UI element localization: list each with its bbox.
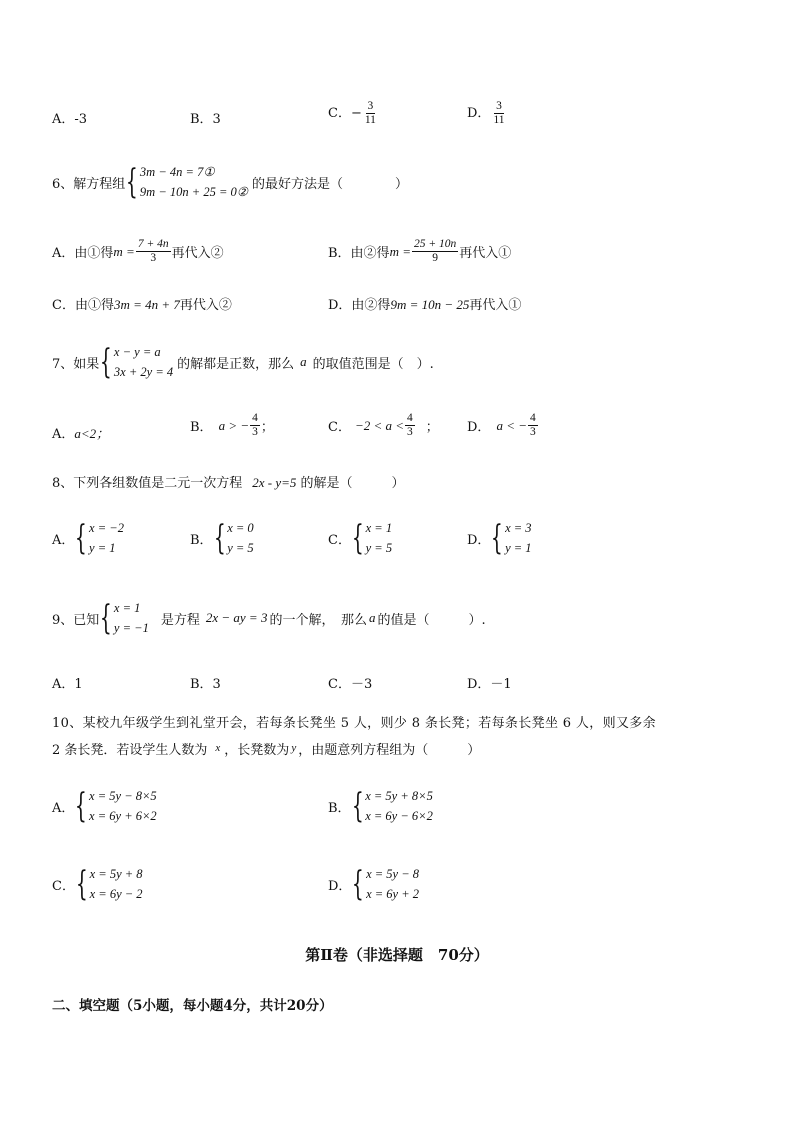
- q9-option-c: C．－3: [328, 677, 373, 692]
- section-fill-in-blank-heading: 二、填空题（5小题，每小题4分，共计20分）: [52, 998, 333, 1014]
- part2-title: 第Ⅱ卷（非选择题 70分）: [305, 946, 489, 964]
- q6-option-b-post: 再代入①: [459, 246, 512, 261]
- q9-option-b: B．3: [190, 677, 221, 692]
- q9-stem: 9、已知 { x = 1 y = −1 是方程 2x − ay = 3 的一个解， 那么 a 的值是（ ）.: [52, 598, 486, 638]
- q7-eq2: 3x + 2y = 4: [113, 365, 174, 379]
- q9-equation: 2x − ay = 3: [205, 610, 268, 625]
- q6-option-b: [328, 238, 511, 265]
- q8-option-b: B． { x = 0 y = 5: [190, 518, 254, 558]
- q5-option-a: A．-3: [52, 112, 88, 127]
- q6-option-c: C．由①得3m = 4n + 7再代入②: [52, 297, 232, 313]
- q6-prefix: 6、解方程组: [52, 176, 126, 192]
- q5-option-b: B．3: [190, 112, 221, 127]
- q6-option-a-fraction: $\frac{7 + 4n}{3}$: [137, 238, 169, 264]
- q7-var: a: [300, 354, 307, 369]
- q7-option-a: A．a<2；: [52, 426, 110, 442]
- q7-option-d: D． a < − $\frac{4}{3}$: [467, 412, 536, 438]
- q7-eq1: x − y = a: [113, 345, 161, 359]
- q5-option-d-fraction: $\frac{3}{11}$: [493, 100, 505, 126]
- q10-option-b: B． { x = 5y + 8×5 x = 6y − 6×2: [328, 786, 433, 826]
- q9-option-d: D．－1: [467, 677, 512, 692]
- q5-option-c-label: C．−: [328, 106, 362, 121]
- q6-option-a-lhs: m =: [113, 243, 135, 259]
- q10-option-a: A． { x = 5y − 8×5 x = 6y + 6×2: [52, 786, 157, 826]
- q9-solution-system: { x = 1 y = −1: [100, 598, 149, 638]
- q10-option-c: C． { x = 5y + 8 x = 6y − 2: [52, 864, 143, 904]
- q10-option-d: D． { x = 5y − 8 x = 6y + 2: [328, 864, 420, 904]
- q6-stem: [52, 162, 408, 202]
- q7-prefix: 7、如果: [52, 356, 100, 372]
- q6-suffix: 的最好方法是（ ）: [251, 176, 408, 192]
- q5-option-d: [467, 100, 508, 127]
- q7-suffix: 的解都是正数，那么: [177, 356, 295, 372]
- q6-option-b-text: B．由②得: [328, 246, 390, 261]
- q9-option-a: A．1: [52, 677, 83, 692]
- q8-option-a: A． { x = −2 y = 1: [52, 518, 124, 558]
- q5-option-c-fraction: $\frac{3}{11}$: [364, 100, 376, 126]
- q8-option-d: D． { x = 3 y = 1: [467, 518, 532, 558]
- q6-option-b-fraction: $\frac{25 + 10n}{9}$: [413, 238, 457, 264]
- q5-option-d-label: D．: [467, 106, 491, 121]
- q5-option-c: [328, 100, 379, 127]
- q7-equation-system: { x − y = a 3x + 2y = 4: [100, 342, 174, 382]
- q6-eq2: 9m − 10n + 25 = 0②: [139, 185, 248, 199]
- q6-option-c-math: 3m = 4n + 7: [113, 297, 180, 312]
- q10-stem-line2: 2 条长凳．若设学生人数为 $^x$ ，长凳数为 $^y$ ，由题意列方程组为（ ）: [52, 742, 481, 758]
- q6-option-b-lhs: m =: [389, 243, 411, 259]
- q6-option-a: [52, 238, 224, 265]
- q6-equation-system: { 3m − 4n = 7① 9m − 10n + 25 = 0②: [126, 162, 248, 202]
- q6-option-d-math: 9m = 10n − 25: [390, 297, 470, 312]
- q6-option-d: D．由②得9m = 10n − 25再代入①: [328, 297, 522, 313]
- q8-option-c: C． { x = 1 y = 5: [328, 518, 393, 558]
- q10-stem-line1: 10、某校九年级学生到礼堂开会，若每条长凳坐 5 人，则少 8 条长凳；若每条长凳坐 6 人，则又多余: [52, 716, 656, 731]
- q6-eq1: 3m − 4n = 7①: [139, 165, 215, 179]
- q6-option-a-post: 再代入②: [171, 246, 224, 261]
- q8-stem: 8、下列各组数值是二元一次方程 2x - y=5 的解是（ ）: [52, 475, 405, 491]
- q7-suffix2: 的取值范围是（ ）.: [312, 356, 434, 372]
- q7-stem: [52, 342, 434, 382]
- q7-option-c: C． −2 < a < $\frac{4}{3}$ ；: [328, 412, 439, 438]
- q7-option-b: B． a > − $\frac{4}{3}$ ；: [190, 412, 274, 438]
- q6-option-a-text: A．由①得: [52, 246, 114, 261]
- q8-equation: 2x - y=5: [252, 475, 297, 490]
